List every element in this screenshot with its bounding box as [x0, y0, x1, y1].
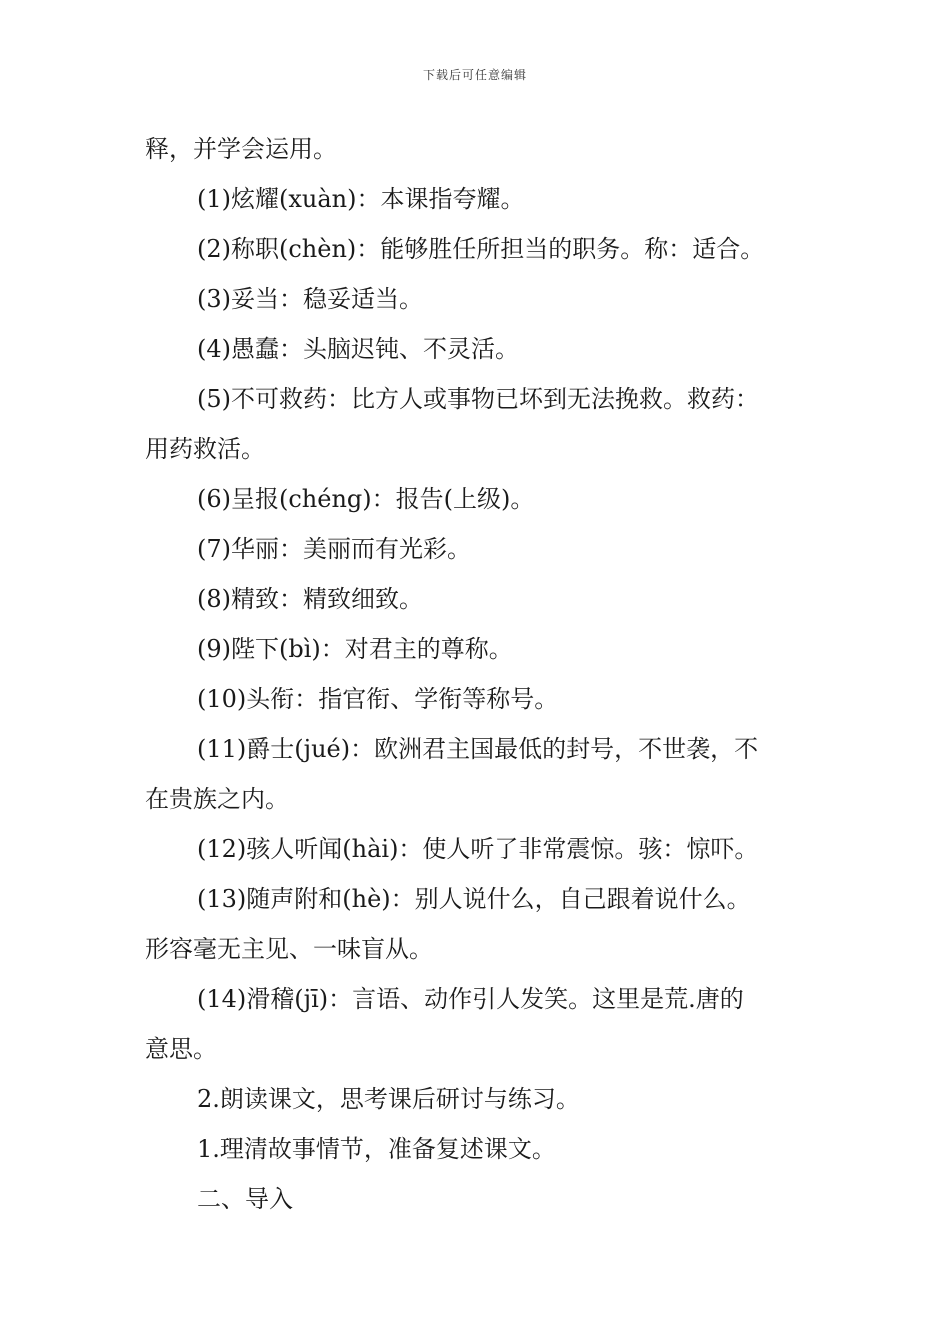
text-line: (5)不可救药：比方人或事物已坏到无法挽救。救药：	[197, 385, 759, 413]
text-line: 释，并学会运用。	[145, 135, 337, 163]
text-line: (13)随声附和(hè)：别人说什么，自己跟着说什么。	[197, 885, 751, 913]
text-line: 用药救活。	[145, 435, 265, 463]
section-heading: 二、导入	[197, 1185, 293, 1213]
text-line: (7)华丽：美丽而有光彩。	[197, 535, 471, 563]
text-line: 在贵族之内。	[145, 785, 289, 813]
text-line: (3)妥当：稳妥适当。	[197, 285, 423, 313]
text-line: (8)精致：精致细致。	[197, 585, 423, 613]
text-line: 1.理清故事情节，准备复述课文。	[197, 1135, 556, 1163]
document-body	[145, 124, 810, 1224]
text-line: (4)愚蠢：头脑迟钝、不灵活。	[197, 335, 519, 363]
text-line: 意思。	[145, 1035, 217, 1063]
page-header: 下载后可任意编辑	[422, 68, 527, 82]
text-line: (9)陛下(bì)：对君主的尊称。	[197, 635, 513, 663]
text-line: 2.朗读课文，思考课后研讨与练习。	[197, 1085, 580, 1113]
text-line: (1)炫耀(xuàn)：本课指夸耀。	[197, 185, 525, 213]
text-line: (11)爵士(jué)：欧洲君主国最低的封号，不世袭，不	[197, 735, 759, 763]
text-line: (12)骇人听闻(hài)：使人听了非常震惊。骇：惊吓。	[197, 835, 759, 863]
text-line: 形容毫无主见、一味盲从。	[145, 935, 433, 963]
text-line: (6)呈报(chéng)：报告(上级)。	[197, 485, 535, 513]
text-line: (14)滑稽(jī)：言语、动作引人发笑。这里是荒.唐的	[197, 985, 744, 1013]
text-line: (10)头衔：指官衔、学衔等称号。	[197, 685, 559, 713]
text-line: (2)称职(chèn)：能够胜任所担当的职务。称：适合。	[197, 235, 765, 263]
